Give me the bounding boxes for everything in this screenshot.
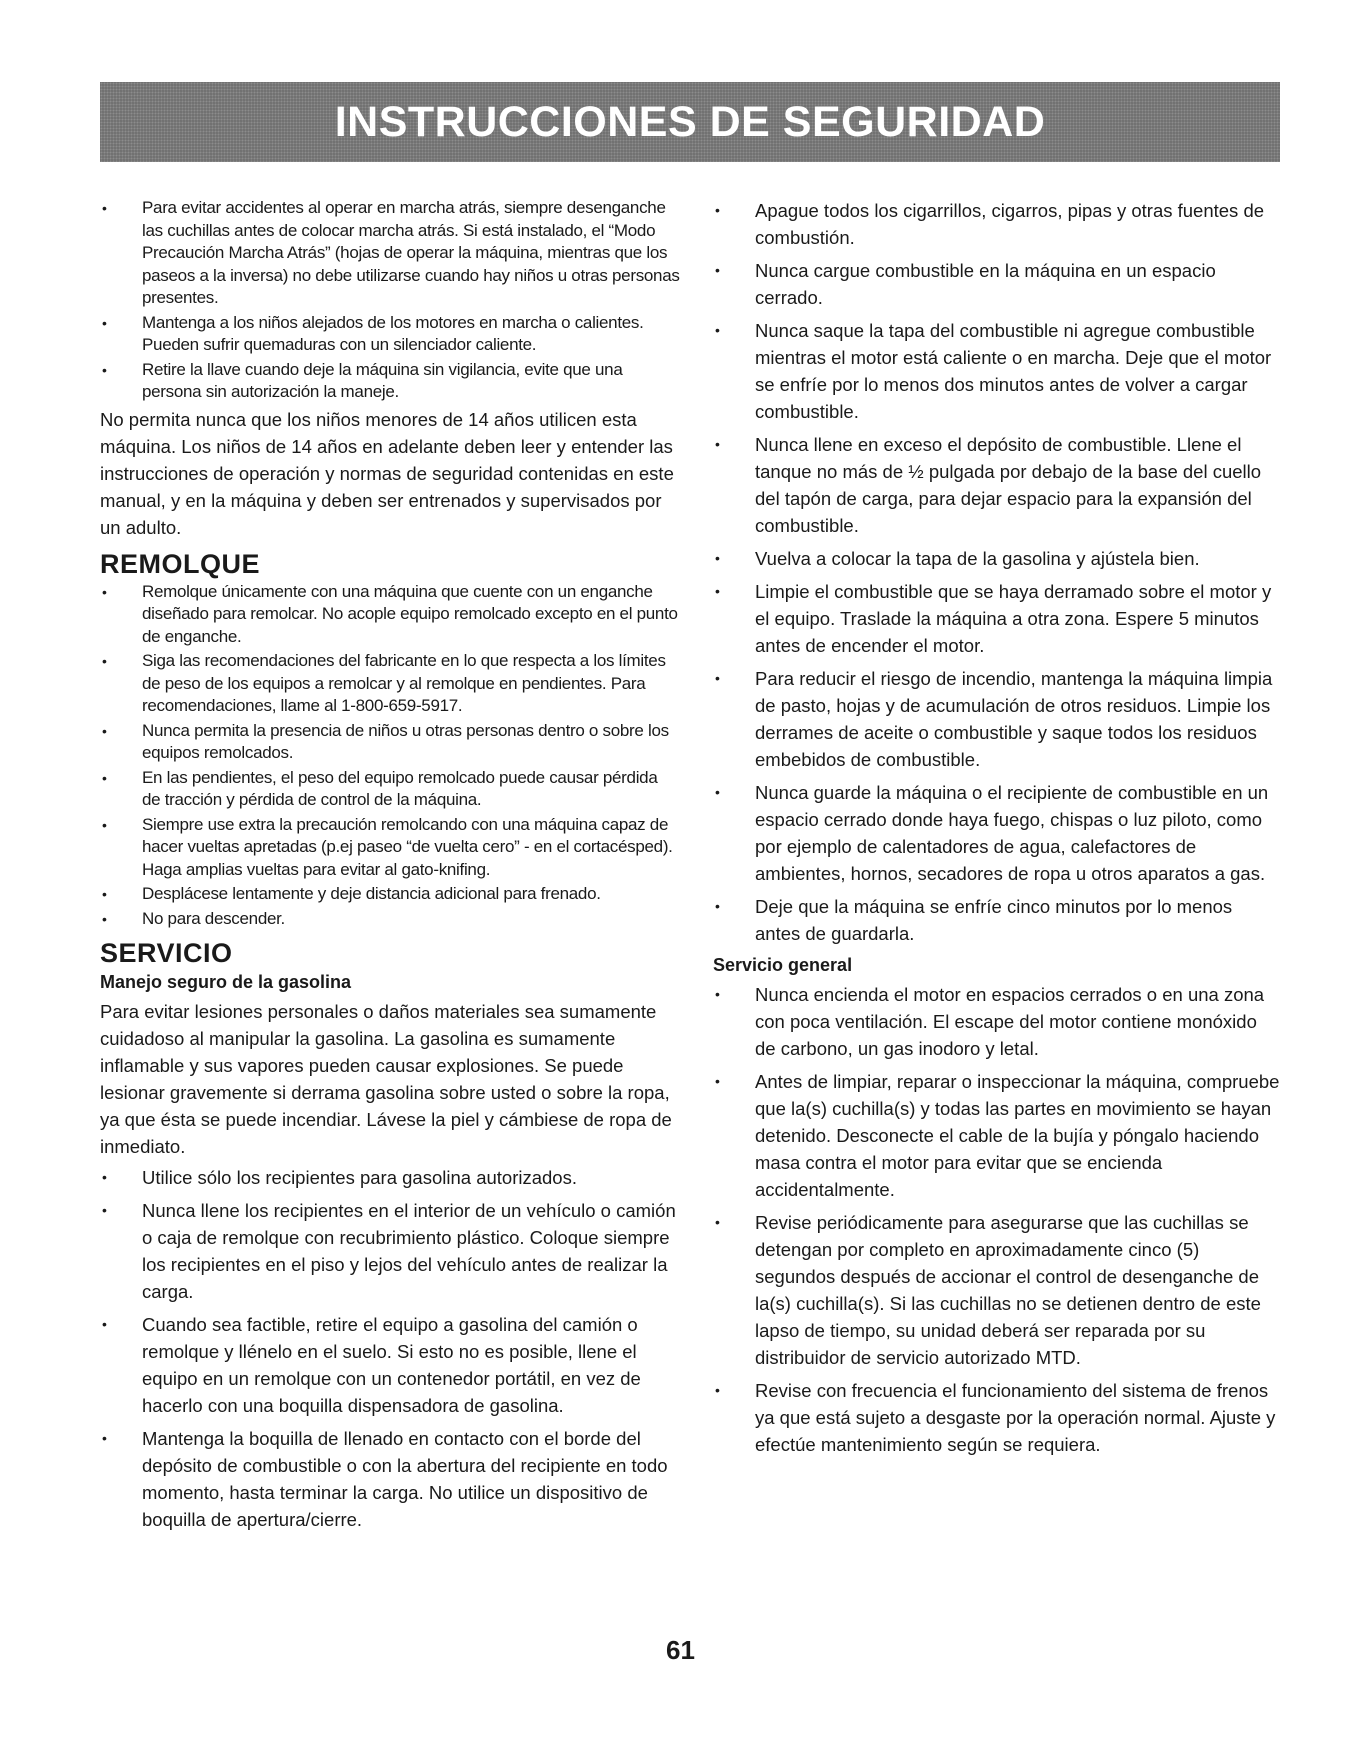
list-item: • Retire la llave cuando deje la máquina sin vigilancia, evite que una persona sin autorización la maneje. [100, 359, 680, 404]
list-item: • Antes de limpiar, reparar o inspeccionar la máquina, compruebe que la(s) cuchilla(s) y todas las partes en movimiento se hayan detenido. Desconecte el cable de la bujía y póngalo haciendo masa contra el motor para evitar que se encienda accidentalmente. [713, 1068, 1280, 1203]
list-item: • Para reducir el riesgo de incendio, mantenga la máquina limpia de pasto, hojas y de acumulación de otros residuos. Limpie los derrames de aceite o combustible y saque todos los residuos embebidos de combustible. [713, 665, 1280, 773]
list-item: • Nunca saque la tapa del combustible ni agregue combustible mientras el motor está caliente o en marcha. Deje que el motor se enfríe por lo menos dos minutos antes de volver a cargar combustible. [713, 317, 1280, 425]
gasolina-bullet-list [100, 1164, 680, 1533]
remolque-heading: REMOLQUE [100, 548, 261, 579]
list-item: • Remolque únicamente con una máquina que cuente con un enganche diseñado para remolcar. No acople equipo remolcado excepto en el punto de enganche. [100, 581, 680, 649]
intro-bullet-list [100, 197, 680, 404]
gasolina-paragraph: Para evitar lesiones personales o daños materiales sea sumamente cuidadoso al manipular la gasolina. La gasolina es sumamente inflamable y sus vapores pueden causar explosiones. Se puede lesionar gravemente si derrama gasolina sobre usted o sobre la ropa, ya que ésta se puede incendiar. Lávese la piel y cámbiese de ropa de inmediato. [100, 1001, 672, 1157]
list-item: • Nunca cargue combustible en la máquina en un espacio cerrado. [713, 257, 1280, 311]
list-item: • Revise con frecuencia el funcionamiento del sistema de frenos ya que está sujeto a desgaste por la operación normal. Ajuste y efectúe mantenimiento según se requiera. [713, 1377, 1280, 1458]
list-item: • Nunca llene en exceso el depósito de combustible. Llene el tanque no más de ½ pulgada por debajo de la base del cuello del tapón de carga, para dejar espacio para la expansión del combustible. [713, 431, 1280, 539]
list-item: • Nunca encienda el motor en espacios cerrados o en una zona con poca ventilación. El escape del motor contiene monóxido de carbono, un gas inodoro y letal. [713, 981, 1280, 1062]
list-item: • Para evitar accidentes al operar en marcha atrás, siempre desenganche las cuchillas antes de colocar marcha atrás. Si está instalado, el “Modo Precaución Marcha Atrás” (hojas de operar la máquina, mientras que los paseos a la inversa) no debe utilizarse cuando hay niños u otras personas presentes. [100, 197, 680, 310]
list-item: • Nunca llene los recipientes en el interior de un vehículo o camión o caja de remolque con recubrimiento plástico. Coloque siempre los recipientes en el piso y lejos del vehículo antes de realizar la carga. [100, 1197, 680, 1305]
list-item: • Desplácese lentamente y deje distancia adicional para frenado. [100, 883, 680, 906]
list-item: • Apague todos los cigarrillos, cigarros, pipas y otras fuentes de combustión. [713, 197, 1280, 251]
list-item: • Revise periódicamente para asegurarse que las cuchillas se detengan por completo en aproximadamente cinco (5) segundos después de accionar el control de desenganche de la(s) cuchilla(s). Si las cuchillas no se detienen dentro de este lapso de tiempo, su unidad deberá ser reparada por su distribuidor de servicio autorizado MTD. [713, 1209, 1280, 1371]
list-item: • Nunca guarde la máquina o el recipiente de combustible en un espacio cerrado donde haya fuego, chispas o luz piloto, como por ejemplo de calentadores de agua, calefactores de ambientes, hornos, secadores de ropa u otros aparatos a gas. [713, 779, 1280, 887]
general-subheading: Servicio general [713, 955, 853, 975]
right-column [713, 197, 1280, 1464]
gasolina-subheading: Manejo seguro de la gasolina [100, 972, 352, 992]
list-item: • Nunca permita la presencia de niños u otras personas dentro o sobre los equipos remolcados. [100, 720, 680, 765]
page-number: 61 [666, 1635, 695, 1665]
servicio-heading: SERVICIO [100, 938, 233, 968]
list-item: • Siempre use extra la precaución remolcando con una máquina capaz de hacer vueltas apretadas (p.ej paseo “de vuelta cero” - en el cortacésped). Haga amplias vueltas para evitar al gato-knifing. [100, 814, 680, 882]
children-paragraph: No permita nunca que los niños menores de 14 años utilicen esta máquina. Los niños de 14 años en adelante deben leer y entender las instrucciones de operación y normas de seguridad contenidas en este manual, y en la máquina y deben ser entrenados y supervisados por un adulto. [100, 408, 674, 538]
section-banner [100, 82, 1280, 162]
list-item: • Limpie el combustible que se haya derramado sobre el motor y el equipo. Traslade la máquina a otra zona. Espere 5 minutos antes de encender el motor. [713, 578, 1280, 659]
fuel-bullet-list [713, 197, 1280, 947]
page-title: INSTRUCCIONES DE SEGURIDAD [334, 97, 1046, 146]
list-item: • Deje que la máquina se enfríe cinco minutos por lo menos antes de guardarla. [713, 893, 1280, 947]
general-bullet-list [713, 981, 1280, 1458]
list-item: • No para descender. [100, 908, 680, 931]
remolque-bullet-list [100, 581, 680, 931]
list-item: • Mantenga la boquilla de llenado en contacto con el borde del depósito de combustible o con la abertura del recipiente en todo momento, hasta terminar la carga. No utilice un dispositivo de boquilla de apertura/cierre. [100, 1425, 680, 1533]
list-item: • Siga las recomendaciones del fabricante en lo que respecta a los límites de peso de los equipos a remolcar y al remolque en pendientes. Para recomendaciones, llame al 1-800-659-5917. [100, 650, 680, 718]
left-column [100, 197, 680, 1539]
list-item: • Utilice sólo los recipientes para gasolina autorizados. [100, 1164, 680, 1191]
list-item: • Cuando sea factible, retire el equipo a gasolina del camión o remolque y llénelo en el suelo. Si esto no es posible, llene el equipo en un remolque con un contenedor portátil, en vez de hacerlo con una boquilla dispensadora de gasolina. [100, 1311, 680, 1419]
list-item: • En las pendientes, el peso del equipo remolcado puede causar pérdida de tracción y pérdida de control de la máquina. [100, 767, 680, 812]
list-item: • Vuelva a colocar la tapa de la gasolina y ajústela bien. [713, 545, 1280, 572]
list-item: • Mantenga a los niños alejados de los motores en marcha o calientes. Pueden sufrir quemaduras con un silenciador caliente. [100, 312, 680, 357]
